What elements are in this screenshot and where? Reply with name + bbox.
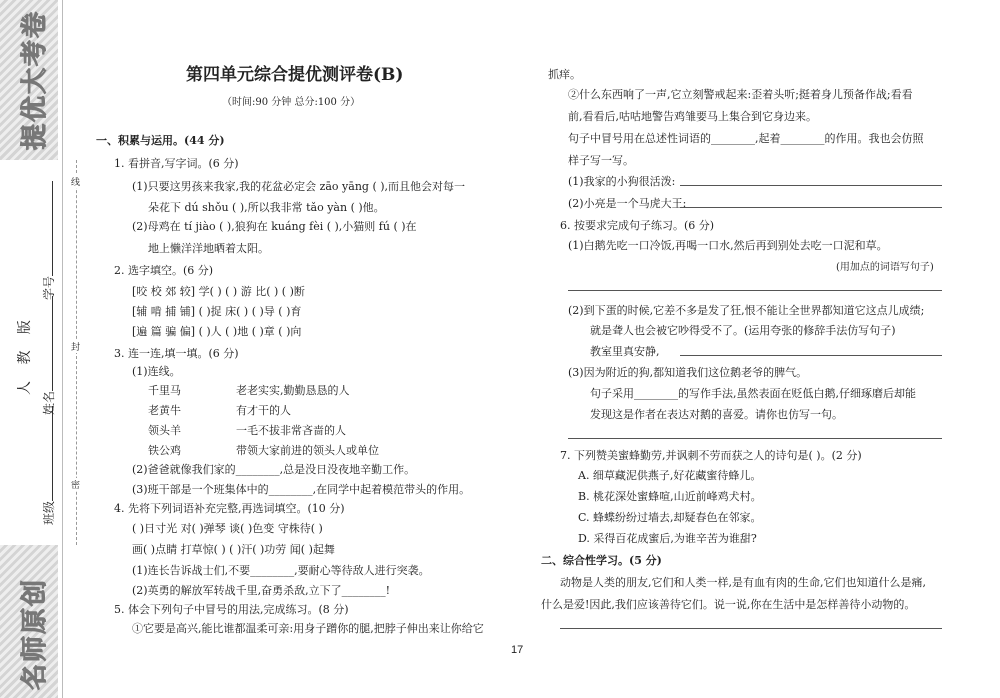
match-left-1: 千里马 <box>148 384 181 397</box>
match-right-1: 老老实实,勤勤恳恳的人 <box>236 384 350 397</box>
q5-write-1: (1)我家的小狗很活泼: <box>568 175 676 188</box>
edition-label: 人 教 版 <box>17 314 33 395</box>
q4-sub-2: (2)英勇的解放军转战千里,奋勇杀敌,立下了________! <box>132 584 390 597</box>
q4-heading: 4. 先将下列词语补充完整,再选词填空。(10 分) <box>114 502 345 515</box>
q6-sub-2: (2)到下蛋的时候,它差不多是发了狂,恨不能让全世界都知道它这点儿成绩; <box>568 304 925 317</box>
q6-heading: 6. 按要求完成句子练习。(6 分) <box>560 219 715 232</box>
tab-top-text: 提优大考卷 <box>20 9 50 150</box>
q5-sentence-1: ①它要是高兴,能比谁都温柔可亲:用身子蹭你的腿,把脖子伸出来让你给它 <box>132 622 484 635</box>
q4-row-1: ( )日寸光 对( )弹琴 谈( )色变 守株待( ) <box>132 522 323 535</box>
q7-heading: 7. 下列赞美蜜蜂勤劳,并讽刺不劳而获之人的诗句是( )。(2 分) <box>560 449 862 462</box>
q5-heading: 5. 体会下列句子中冒号的用法,完成练习。(8 分) <box>114 603 349 616</box>
section-2-answer-line[interactable] <box>560 628 942 629</box>
q3-sub-2: (2)爸爸就像我们家的________,总是没日没夜地辛勤工作。 <box>132 463 416 476</box>
match-left-2: 老黄牛 <box>148 404 181 417</box>
seal-char-1: 线 <box>71 175 80 188</box>
q5-fill: 句子中冒号用在总述性词语的________,起着________的作用。我也会仿照 <box>568 132 924 145</box>
q3-heading: 3. 连一连,填一填。(6 分) <box>114 347 239 360</box>
seal-char-3: 密 <box>71 478 80 491</box>
q2-row-2: [辅 啃 捕 铺] ( )捉 床( ) ( )导 ( )育 <box>132 305 302 318</box>
q1-line-4: 地上懒洋洋地晒着太阳。 <box>148 242 269 255</box>
student-id-field[interactable]: 学号 <box>40 181 57 300</box>
page-number: 17 <box>511 644 524 656</box>
exam-info: （时间:90 分钟 总分:100 分） <box>222 97 361 108</box>
q3-sub-1: (1)连线。 <box>132 365 181 378</box>
q5-sentence-1-end: 抓痒。 <box>548 68 581 81</box>
q5-sentence-2-cont: 前,看看后,咕咕地警告鸡雏要马上集合到它身边来。 <box>568 110 817 123</box>
tab-top <box>0 0 58 160</box>
q2-row-1: [咬 校 郊 较] 学( ) ( ) 游 比( ) ( )断 <box>132 285 305 298</box>
q2-heading: 2. 选字填空。(6 分) <box>114 264 214 277</box>
class-field[interactable]: 班级 <box>40 406 57 525</box>
q7-option-c[interactable]: C. 蜂蝶纷纷过墙去,却疑春色在邻家。 <box>578 511 762 524</box>
q6-answer-line-2[interactable] <box>680 355 942 356</box>
section-2-text-1: 动物是人类的朋友,它们和人类一样,是有血有肉的生命,它们也知道什么是痛, <box>560 576 926 589</box>
q7-option-a[interactable]: A. 细草藏泥供燕子,好花藏蜜待蜂儿。 <box>578 469 762 482</box>
name-field[interactable]: 姓名 <box>40 296 57 415</box>
q2-row-3: [遍 篇 骗 偏] ( )人 ( )地 ( )章 ( )向 <box>132 325 302 338</box>
section-2-text-2: 什么是爱!因此,我们应该善待它们。说一说,你在生活中是怎样善待小动物的。 <box>541 598 916 611</box>
q6-answer-line-1[interactable] <box>568 290 942 291</box>
q5-write-2: (2)小亮是一个马虎大王: <box>568 197 687 210</box>
section-2-heading: 二、综合性学习。(5 分) <box>541 554 662 567</box>
binding-margin <box>0 0 63 698</box>
match-right-4: 带领大家前进的领头人或单位 <box>236 444 379 457</box>
match-right-2: 有才干的人 <box>236 404 291 417</box>
q6-sub-3-cont: 句子采用________的写作手法,虽然表面在贬低白鹅,仔细琢磨后却能 <box>590 387 916 400</box>
q5-fill-cont: 样子写一写。 <box>568 154 634 167</box>
q6-sub-1: (1)白鹅先吃一口冷饭,再喝一口水,然后再到别处去吃一口泥和草。 <box>568 239 888 252</box>
q4-row-2: 画( )点睛 打草惊( ) ( )汗( )功劳 闻( )起舞 <box>132 543 335 556</box>
tab-bottom <box>0 545 58 698</box>
page-title: 第四单元综合提优测评卷(B) <box>186 65 404 85</box>
q5-answer-line-1[interactable] <box>680 185 942 186</box>
q6-sub-3: (3)因为附近的狗,都知道我们这位鹅老爷的脾气。 <box>568 366 808 379</box>
q1-line-3: (2)母鸡在 tí jiào ( ),狼狗在 kuáng fèi ( ),小猫则 fú ( )在 <box>132 220 417 233</box>
q1-line-2: 朵花下 dú shǒu ( ),所以我非常 tǎo yàn ( )他。 <box>148 201 385 214</box>
match-left-4: 铁公鸡 <box>148 444 181 457</box>
q6-answer-line-3[interactable] <box>568 438 942 439</box>
q7-option-b[interactable]: B. 桃花深处蜜蜂喧,山近前峰鸡犬村。 <box>578 490 762 503</box>
match-left-3: 领头羊 <box>148 424 181 437</box>
q6-sub-1-hint: (用加点的词语写句子) <box>836 262 934 273</box>
q1-line-1: (1)只要这男孩来我家,我的花盆必定会 zāo yāng ( ),而且他会对每一 <box>132 180 466 193</box>
q3-sub-3: (3)班干部是一个班集体中的________,在同学中起着模范带头的作用。 <box>132 483 471 496</box>
tab-bottom-text: 名师原创 <box>20 577 50 690</box>
q7-option-d[interactable]: D. 采得百花成蜜后,为谁辛苦为谁甜? <box>578 532 757 545</box>
q4-sub-1: (1)连长告诉战士们,不要________,要耐心等待敌人进行突袭。 <box>132 564 430 577</box>
q5-sentence-2: ②什么东西响了一声,它立刻警戒起来:歪着头听;挺着身儿预备作战;看看 <box>568 88 913 101</box>
seal-char-2: 封 <box>71 340 80 353</box>
q6-sub-2-prompt: 教室里真安静, <box>590 345 660 358</box>
q5-answer-line-2[interactable] <box>680 207 942 208</box>
q6-sub-2-cont: 就是聋人也会被它吵得受不了。(运用夸张的修辞手法仿写句子) <box>590 324 896 337</box>
match-right-3: 一毛不拔非常吝啬的人 <box>236 424 346 437</box>
q1-heading: 1. 看拼音,写字词。(6 分) <box>114 157 239 170</box>
section-1-heading: 一、积累与运用。(44 分) <box>96 134 225 147</box>
q6-sub-3-cont-2: 发现这是作者在表达对鹅的喜爱。请你也仿写一句。 <box>590 408 843 421</box>
